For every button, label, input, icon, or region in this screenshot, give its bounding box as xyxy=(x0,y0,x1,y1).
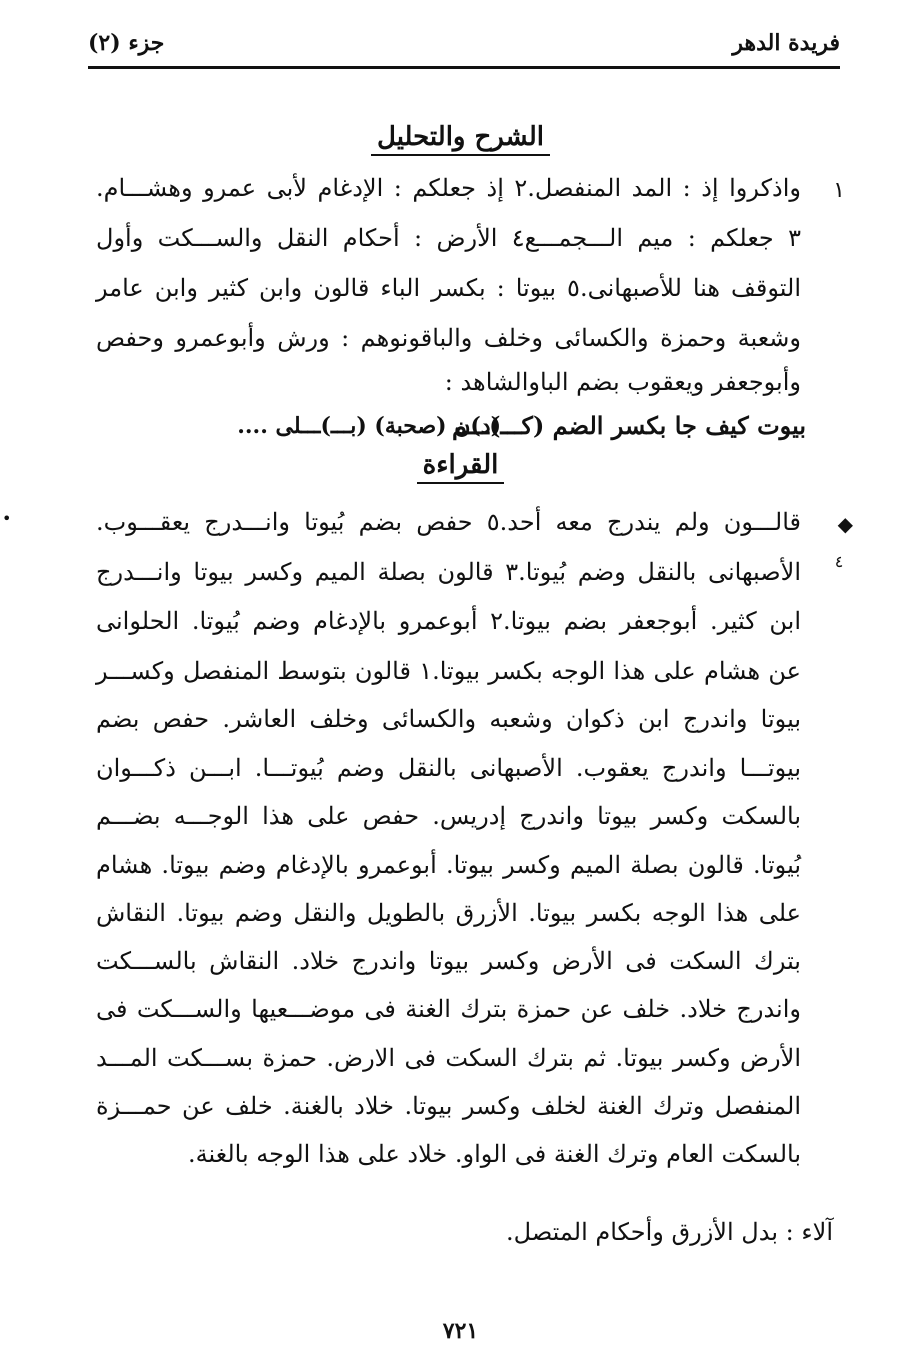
margin-dot-icon: • xyxy=(2,509,12,528)
sharh-line: وأبوجعفر ويعقوب بضم الباوالشاهد : xyxy=(444,368,801,396)
sharh-line: وشعبة وحمزة والكسائى وخلف والباقونوهم : ورش وأبوعمرو وحفص xyxy=(96,324,801,352)
qiraa-line: الأرض وكسر بيوتا. ثم بترك السكت فى الارض. حمزة بســـكت المـــد xyxy=(96,1044,801,1072)
line-number: ٤ xyxy=(834,552,844,571)
diamond-bullet-icon: ◆ xyxy=(837,512,853,536)
sharh-line: ٣ جعلكم : ميم الـــجمـــع٤ الأرض : أحكام النقل والســـكت وأول xyxy=(96,224,801,252)
part-label: جزء (٢) xyxy=(88,30,165,56)
qiraa-line: عن هشام على هذا الوجه بكسر بيوتا.١ قالون بتوسط المنفصل وكســـر xyxy=(96,657,801,685)
shahid-verse-left: (د)ن (صحبة) (بـــ)ـــلى .... xyxy=(237,413,501,439)
sharh-line: واذكروا إذ : المد المنفصل.٢ إذ جعلكم : الإدغام لأبى عمرو وهشـــام. xyxy=(96,174,801,202)
qiraa-line: على هذا الوجه بكسر بيوتا. الأزرق بالطويل والنقل وضم بيوتا. النقاش xyxy=(96,899,801,927)
qiraa-line: بيوتا واندرج ابن ذكوان وشعبه والكسائى وخلف العاشر. حفص بضم xyxy=(96,705,801,733)
section-title-sharh: الشرح والتحليل xyxy=(0,122,921,156)
line-number: ١ xyxy=(833,178,845,203)
qiraa-line: واندرج خلاد. خلف عن حمزة بترك الغنة فى موضـــعيها والســـكت فى xyxy=(96,995,801,1023)
sharh-line: التوقف هنا للأصبهانى.٥ بيوتا : بكسر الباء قالون وابن كثير وابن عامر xyxy=(96,274,801,302)
page-number: ٧٢١ xyxy=(442,1318,479,1344)
page-header xyxy=(88,30,840,70)
footnote: آلاء : بدل الأزرق وأحكام المتصل. xyxy=(506,1218,833,1246)
qiraa-line: بُيوتا. قالون بصلة الميم وكسر بيوتا. أبوعمرو بالإدغام وضم بيوتا. هشام xyxy=(96,851,801,879)
book-title: فريدة الدهر xyxy=(732,30,840,56)
qiraa-line: بالسكت وكسر بيوتا واندرج إدريس. حفص على هذا الوجـــه بضـــم xyxy=(96,802,801,830)
qiraa-line: بترك السكت فى الأرض وكسر بيوتا واندرج خلاد. النقاش بالســـكت xyxy=(96,947,801,975)
section-title-qiraa: القراءة xyxy=(0,450,921,484)
qiraa-line: قالـــون ولم يندرج معه أحد.٥ حفص بضم بُيوتا وانـــدرج يعقـــوب. xyxy=(96,508,801,536)
qiraa-line: ابن كثير. أبوجعفر بضم بيوتا.٢ أبوعمرو بالإدغام وضم بُيوتا. الحلوانى xyxy=(96,607,801,635)
header-rule xyxy=(88,66,840,69)
qiraa-line: المنفصل وترك الغنة لخلف وكسر بيوتا. خلاد بالغنة. خلف عن حمـــزة xyxy=(96,1092,801,1120)
qiraa-line: الأصبهانى بالنقل وضم بُيوتا.٣ قالون بصلة الميم وكسر بيوتا وانـــدرج xyxy=(96,558,801,586)
qiraa-line: بيوتـــا واندرج يعقوب. الأصبهانى بالنقل وضم بُيوتـــا. ابـــن ذكـــوان xyxy=(96,754,801,782)
qiraa-line: بالسكت العام وترك الغنة فى الواو. خلاد على هذا الوجه بالغنة. xyxy=(188,1140,801,1168)
shahid-verse-right: بيوت كيف جا بكسر الضم (كـــ)ـــم xyxy=(452,411,806,440)
